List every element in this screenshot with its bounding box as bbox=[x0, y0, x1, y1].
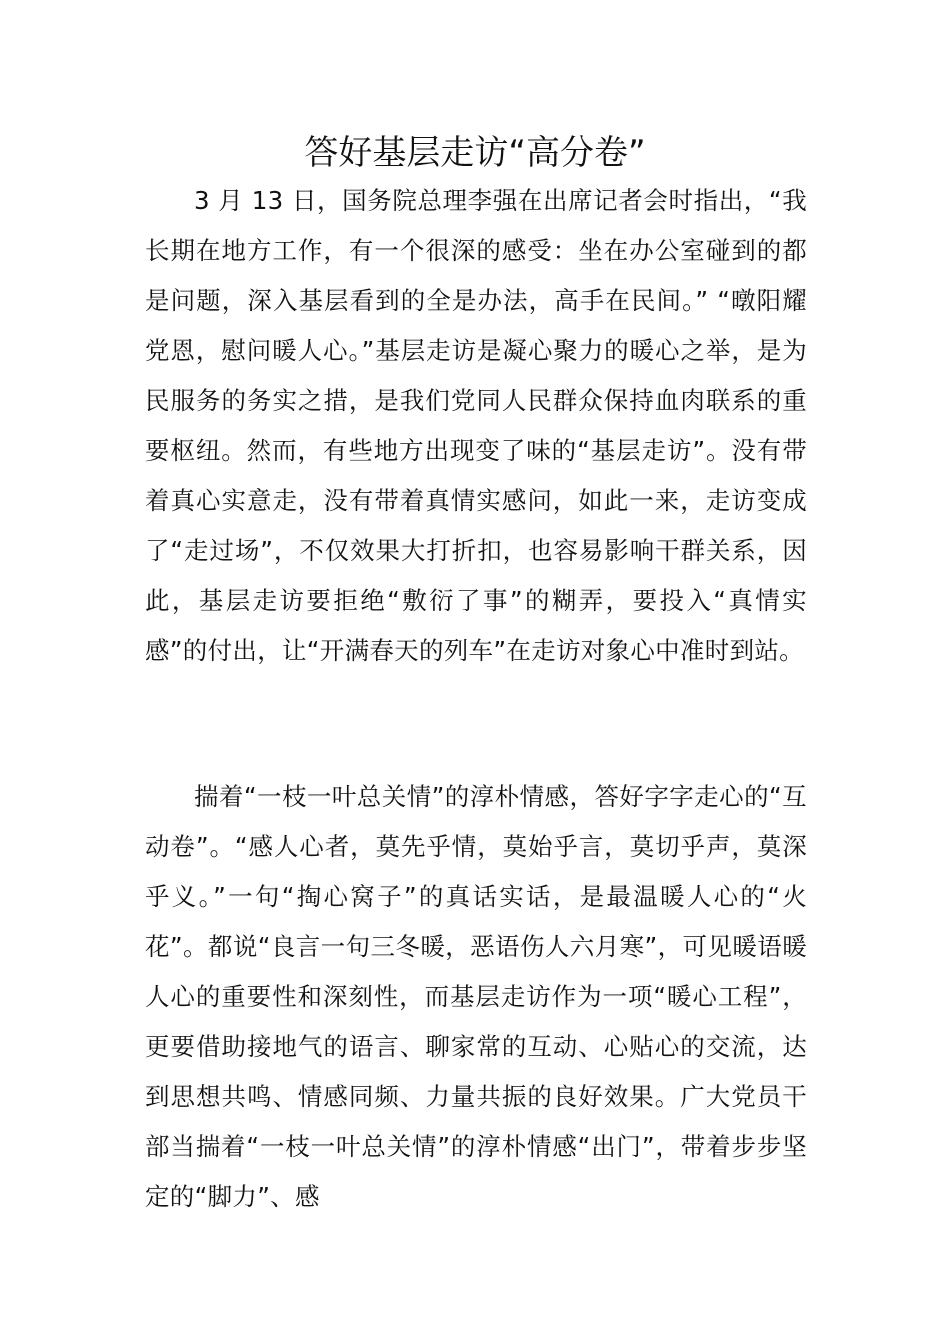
paragraph-2: 揣着“一枝一叶总关情”的淳朴情感，答好字字走心的“互动卷”。“感人心者，莫先乎情，莫始乎言，莫切乎声，莫深乎义。”一句“掏心窝子”的真话实话，是最温暖人心的“火花”。都说“良言一句三冬暖，恶语伤人六月寒”，可见暖语暖人心的重要性和深刻性，而基层走访作为一项“暖心工程”，更要借助接地气的语言、聊家常的互动、心贴心的交流，达到思想共鸣、情感同频、力量共振的良好效果。广大党员干部当揣着“一枝一叶总关情”的淳朴情感“出门”，带着步步坚定的“脚力”、感 bbox=[145, 782, 807, 1211]
paragraph-1: 3 月 13 日，国务院总理李强在出席记者会时指出，“我长期在地方工作，有一个很深的感受：坐在办公室碰到的都是问题，深入基层看到的全是办法，高手在民间。” “暾阳耀党恩，慰问暖人心。”基层走访是凝心聚力的暖心之举，是为民服务的务实之措，是我们党同人民群众保持血肉联系的重要枢纽。然而，有些地方出现变了味的“基层走访”。没有带着真心实意走，没有带着真情实感问，如此一来，走访变成了“走过场”，不仅效果大打折扣，也容易影响干群关系，因此，基层走访要拒绝“敷衍了事”的糊弄，要投入“真情实感”的付出，让“开满春天的列车”在走访对象心中准时到站。 bbox=[145, 186, 807, 665]
document-title: 答好基层走访“高分卷” bbox=[304, 133, 646, 173]
